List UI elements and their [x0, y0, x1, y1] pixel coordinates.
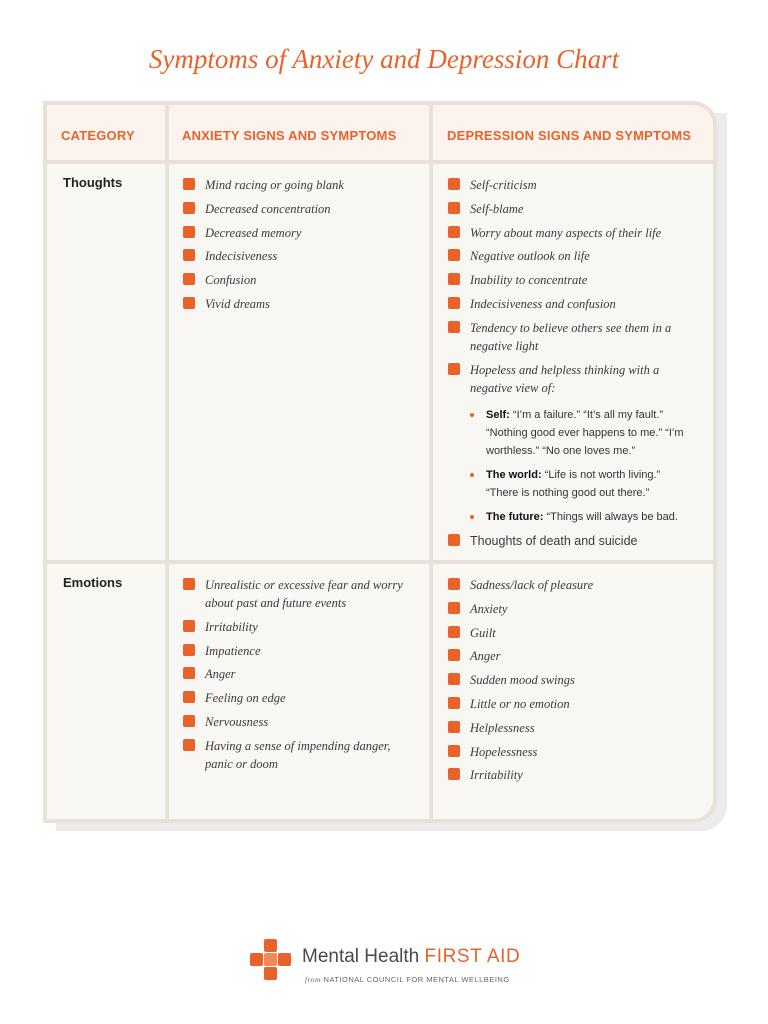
- list-item: Mind racing or going blank: [183, 176, 419, 194]
- orange-dot-bullet-icon: [470, 473, 474, 477]
- negative-view-sublist: [470, 406, 688, 526]
- row-emotions-anxiety-cell: [169, 564, 429, 819]
- row-emotions-depression-cell: [433, 564, 713, 819]
- cross-logo-icon: [250, 939, 294, 983]
- list-item: Confusion: [183, 271, 419, 289]
- orange-square-bullet-icon: [448, 578, 460, 590]
- header-depression-cell: [433, 105, 713, 160]
- orange-square-bullet-icon: [448, 363, 460, 375]
- anxiety-thoughts-list: [183, 176, 419, 319]
- orange-square-bullet-icon: [448, 226, 460, 238]
- orange-square-bullet-icon: [448, 534, 460, 546]
- orange-square-bullet-icon: [448, 673, 460, 685]
- list-item: Unrealistic or excessive fear and worry about past and future events: [183, 576, 411, 612]
- orange-square-bullet-icon: [448, 273, 460, 285]
- sub-list-item: The world: “Life is not worth living.” “There is nothing good out there.”: [470, 466, 688, 502]
- list-item: Irritability: [183, 618, 411, 636]
- header-anxiety-cell: [169, 105, 429, 160]
- orange-square-bullet-icon: [448, 602, 460, 614]
- orange-square-bullet-icon: [183, 691, 195, 703]
- orange-square-bullet-icon: [448, 745, 460, 757]
- list-item: Thoughts of death and suicide: [448, 532, 688, 550]
- depression-thoughts-list: [448, 176, 688, 555]
- list-item: Little or no emotion: [448, 695, 688, 713]
- symptoms-table: [43, 101, 717, 823]
- list-item: Feeling on edge: [183, 689, 411, 707]
- list-item: Having a sense of impending danger, panic or doom: [183, 737, 411, 773]
- orange-square-bullet-icon: [183, 226, 195, 238]
- orange-square-bullet-icon: [183, 715, 195, 727]
- orange-square-bullet-icon: [448, 721, 460, 733]
- list-item: Guilt: [448, 624, 688, 642]
- mental-health-first-aid-logo: [250, 939, 550, 989]
- header-category-cell: [47, 105, 165, 160]
- list-item: Impatience: [183, 642, 411, 660]
- orange-square-bullet-icon: [448, 626, 460, 638]
- orange-square-bullet-icon: [183, 249, 195, 261]
- list-item: Irritability: [448, 766, 688, 784]
- orange-square-bullet-icon: [183, 739, 195, 751]
- logo-tagline: from NATIONAL COUNCIL FOR MENTAL WELLBEING: [305, 975, 510, 984]
- list-item: Decreased concentration: [183, 200, 419, 218]
- list-item: Worry about many aspects of their life: [448, 224, 688, 242]
- header-anxiety: ANXIETY SIGNS AND SYMPTOMS: [182, 128, 397, 143]
- list-item: Tendency to believe others see them in a negative light: [448, 319, 688, 355]
- list-item: Anger: [183, 665, 411, 683]
- orange-dot-bullet-icon: [470, 413, 474, 417]
- orange-square-bullet-icon: [448, 202, 460, 214]
- list-item: Sudden mood swings: [448, 671, 688, 689]
- anxiety-emotions-list: [183, 576, 411, 779]
- category-thoughts: Thoughts: [63, 175, 123, 190]
- list-item: Negative outlook on life: [448, 247, 688, 265]
- orange-square-bullet-icon: [183, 644, 195, 656]
- orange-square-bullet-icon: [183, 178, 195, 190]
- orange-square-bullet-icon: [183, 620, 195, 632]
- orange-square-bullet-icon: [448, 297, 460, 309]
- list-item: Indecisiveness and confusion: [448, 295, 688, 313]
- orange-square-bullet-icon: [448, 649, 460, 661]
- row-emotions-category-cell: [47, 564, 165, 819]
- list-item: Nervousness: [183, 713, 411, 731]
- orange-square-bullet-icon: [183, 578, 195, 590]
- category-emotions: Emotions: [63, 575, 123, 590]
- list-item: Self-criticism: [448, 176, 688, 194]
- sub-list-item: The future: “Things will always be bad.: [470, 508, 688, 526]
- orange-square-bullet-icon: [448, 768, 460, 780]
- list-item: Decreased memory: [183, 224, 419, 242]
- list-item: Indecisiveness: [183, 247, 419, 265]
- orange-square-bullet-icon: [183, 273, 195, 285]
- orange-square-bullet-icon: [448, 178, 460, 190]
- orange-square-bullet-icon: [448, 249, 460, 261]
- orange-square-bullet-icon: [183, 667, 195, 679]
- page-title: Symptoms of Anxiety and Depression Chart: [148, 44, 620, 74]
- orange-square-bullet-icon: [183, 297, 195, 309]
- list-item: Helplessness: [448, 719, 688, 737]
- row-thoughts-depression-cell: [433, 164, 713, 560]
- header-depression: DEPRESSION SIGNS AND SYMPTOMS: [447, 128, 692, 143]
- sub-list-item: Self: “I’m a failure.” “It’s all my fault.” “Nothing good ever happens to me.” “I’m worthless.” “No one loves me.”: [470, 406, 688, 460]
- depression-emotions-list: [448, 576, 688, 790]
- list-item: Inability to concentrate: [448, 271, 688, 289]
- row-thoughts-category-cell: [47, 164, 165, 560]
- orange-square-bullet-icon: [448, 321, 460, 333]
- list-item: Anger: [448, 647, 688, 665]
- orange-square-bullet-icon: [448, 697, 460, 709]
- logo-wordmark: Mental Health FIRST AID: [302, 946, 521, 967]
- list-item: Self-blame: [448, 200, 688, 218]
- list-item: Vivid dreams: [183, 295, 419, 313]
- list-item: Hopeless and helpless thinking with a negative view of: Self: “I’m a failure.” “It’s all my fault.” “Nothing good ever happens to me.” “I’m worthless.” “No one loves me.” The world: “Life is not worth living.” “There is nothing good out there.” The future: “Things will always be bad.: [448, 361, 688, 526]
- list-item: Sadness/lack of pleasure: [448, 576, 688, 594]
- header-category: CATEGORY: [61, 128, 135, 143]
- list-item: Hopelessness: [448, 743, 688, 761]
- orange-square-bullet-icon: [183, 202, 195, 214]
- row-thoughts-anxiety-cell: [169, 164, 429, 560]
- orange-dot-bullet-icon: [470, 515, 474, 519]
- list-item: Anxiety: [448, 600, 688, 618]
